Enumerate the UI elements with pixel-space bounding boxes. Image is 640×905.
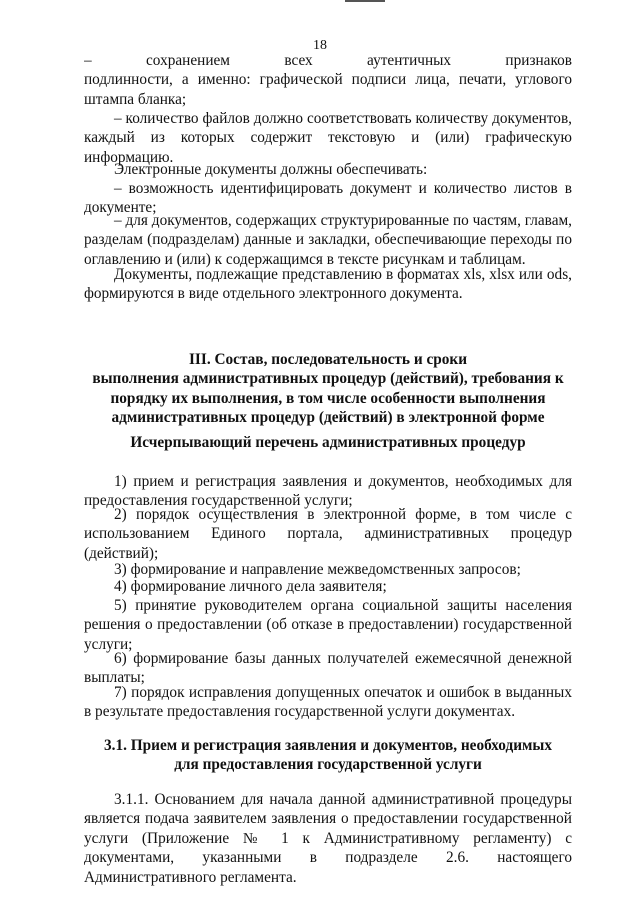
list-item — [84, 683, 572, 722]
text-line: – сохранением всех аутентичных признаков — [84, 52, 572, 69]
text-line: 3) формирование и направление межведомственных запросов; — [114, 561, 521, 578]
list-item — [84, 211, 572, 269]
text-line: оглавлению и (или) к содержащимся в тексте рисункам и таблицам. — [84, 250, 526, 268]
scan-edge-mark — [345, 0, 385, 2]
text-line: штампа бланка; — [84, 90, 187, 108]
text-line: Электронные документы должны обеспечивать: — [114, 161, 428, 178]
list-item — [84, 596, 572, 654]
heading-line: для предоставления государственной услуги — [174, 756, 482, 774]
paragraph — [84, 160, 572, 179]
paragraph — [84, 265, 572, 304]
text-line: использованием Единого портала, административных процедур — [84, 525, 572, 543]
text-line: информацию. — [84, 148, 174, 166]
text-line: 4) формирование личного дела заявителя; — [114, 578, 387, 595]
text-line: 3.1.1. Основанием для начала данной административной процедуры — [114, 791, 572, 808]
text-line: Административного регламента. — [84, 868, 297, 886]
list-item — [84, 505, 572, 563]
list-item — [84, 649, 572, 688]
text-line: каждый из которых содержит текстовую и (или) графическую — [84, 129, 572, 147]
heading-line: административных процедур (действий) в электронной форме — [111, 409, 545, 427]
text-line: – для документов, содержащих структурированные по частям, главам, — [114, 212, 572, 229]
text-line: является подача заявителем заявления о предоставлении государственной — [84, 810, 572, 828]
text-line: разделам (подразделам) данные и закладки, обеспечивающие переходы по — [84, 231, 572, 249]
text-line: Документы, подлежащие представлению в форматах xls, xlsx или ods, — [114, 266, 572, 283]
page-number: 18 — [313, 38, 327, 53]
text-line: документе; — [84, 199, 157, 217]
paragraph — [84, 790, 572, 887]
text-line: 2) порядок осуществления в электронной форме, в том числе с — [114, 506, 572, 523]
section-heading — [84, 350, 572, 428]
text-line: услуги (Приложение № 1 к Административному регламенту) с — [84, 829, 572, 847]
text-line: – возможность идентифицировать документ и количество листов в — [114, 180, 572, 197]
text-line: (действий); — [84, 544, 159, 562]
text-line: 7) порядок исправления допущенных опечаток и ошибок в выданных — [114, 684, 572, 701]
list-item — [84, 109, 572, 167]
text-line: 6) формирование базы данных получателей ежемесячной денежной — [114, 650, 572, 667]
text-line: в результате предоставления государственной услуги документах. — [84, 703, 516, 721]
list-item — [84, 51, 572, 109]
list-item — [84, 577, 572, 596]
text-line: выплаты; — [84, 669, 145, 687]
heading-line: Исчерпывающий перечень административных процедур — [130, 434, 526, 451]
text-line: решения о предоставлении (об отказе в предоставлении) государственной — [84, 616, 572, 634]
text-line: формируются в виде отдельного электронного документа. — [84, 285, 463, 303]
heading-line: порядку их выполнения, в том числе особенности выполнения — [110, 389, 546, 407]
heading-line: выполнения административных процедур (действий), требования к — [92, 370, 564, 388]
text-line: – количество файлов должно соответствовать количеству документов, — [114, 110, 572, 127]
subheading — [84, 433, 572, 452]
heading-line: 3.1. Прием и регистрация заявления и документов, необходимых — [103, 737, 553, 754]
text-line: 5) принятие руководителем органа социальной защиты населения — [114, 597, 572, 614]
subsection-heading — [84, 736, 572, 775]
text-line: подлинности, а именно: графической подписи лица, печати, углового — [84, 71, 572, 89]
heading-line: III. Состав, последовательность и сроки — [188, 351, 468, 368]
text-line: предоставления государственной услуги; — [84, 492, 353, 510]
text-line: 1) прием и регистрация заявления и документов, необходимых для — [114, 473, 572, 490]
text-line: документами, указанными в подразделе 2.6. настоящего — [84, 849, 572, 867]
text-line: услуги; — [84, 635, 133, 653]
